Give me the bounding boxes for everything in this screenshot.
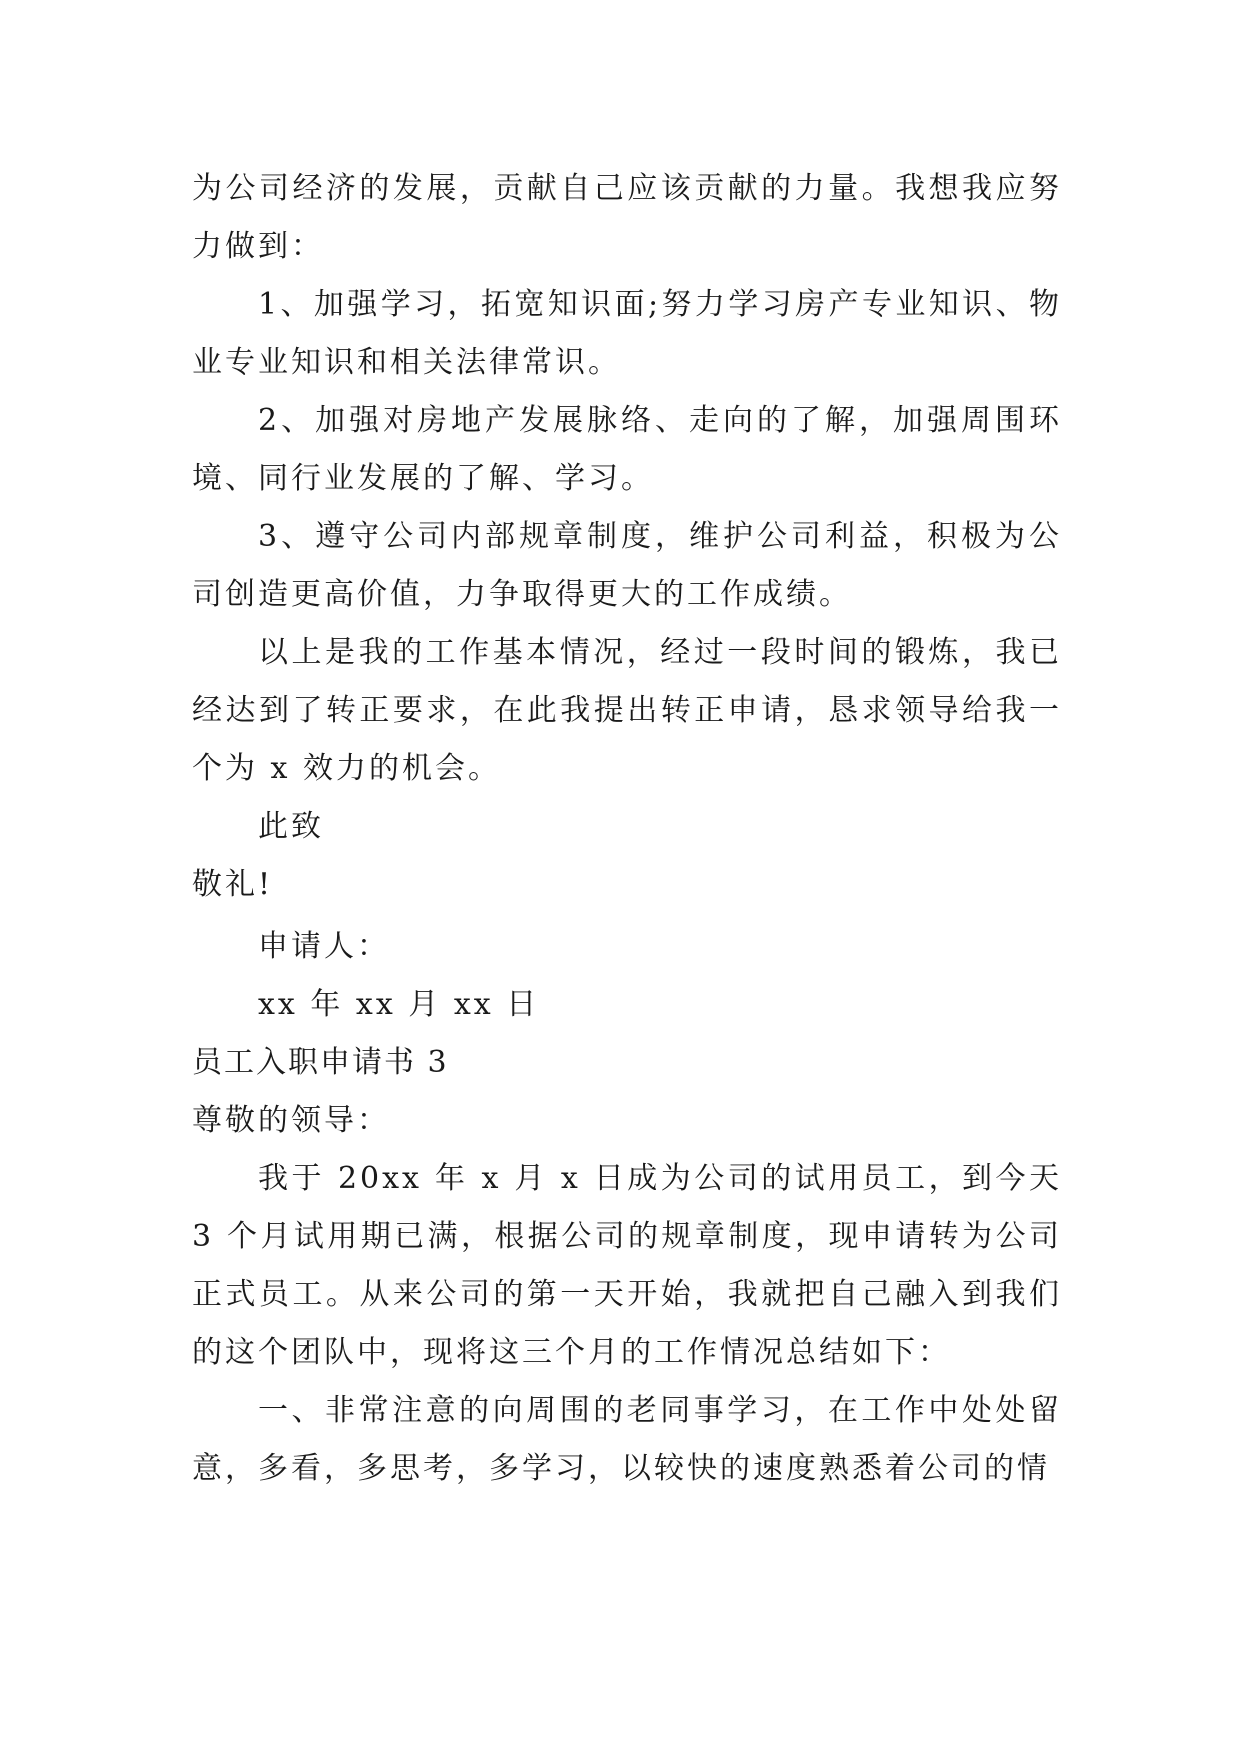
paragraph-body-1: 我于 20xx 年 x 月 x 日成为公司的试用员工，到今天 3 个月试用期已满，根据公司的规章制度，现申请转为公司正式员工。从来公司的第一天开始，我就把自己融入到我们的这个团队中，现将这三个月的工作情况总结如下： <box>192 1161 1062 1370</box>
section-title: 员工入职申请书 3 <box>192 1045 449 1080</box>
paragraph-intro: 为公司经济的发展，贡献自己应该贡献的力量。我想我应努力做到： <box>192 171 1062 264</box>
paragraph-item-3: 3、遵守公司内部规章制度，维护公司利益，积极为公司创造更高价值，力争取得更大的工作成绩。 <box>192 519 1062 612</box>
date-line: xx 年 xx 月 xx 日 <box>258 987 540 1022</box>
closing-text: 此致 <box>258 809 324 844</box>
paragraph-item-2: 2、加强对房地产发展脉络、走向的了解，加强周围环境、同行业发展的了解、学习。 <box>192 403 1062 496</box>
document-body <box>192 160 1062 1498</box>
applicant-label: 申请人： <box>258 929 390 964</box>
paragraph-summary: 以上是我的工作基本情况，经过一段时间的锻炼，我已经达到了转正要求，在此我提出转正申请，恳求领导给我一个为 x 效力的机会。 <box>192 635 1062 786</box>
paragraph-item-1: 1、加强学习，拓宽知识面;努力学习房产专业知识、物业专业知识和相关法律常识。 <box>192 287 1062 380</box>
greeting-text: 尊敬的领导： <box>192 1103 390 1138</box>
paragraph-body-2: 一、非常注意的向周围的老同事学习，在工作中处处留意，多看，多思考，多学习，以较快的速度熟悉着公司的情 <box>192 1393 1062 1486</box>
salute-text: 敬礼! <box>192 867 274 902</box>
